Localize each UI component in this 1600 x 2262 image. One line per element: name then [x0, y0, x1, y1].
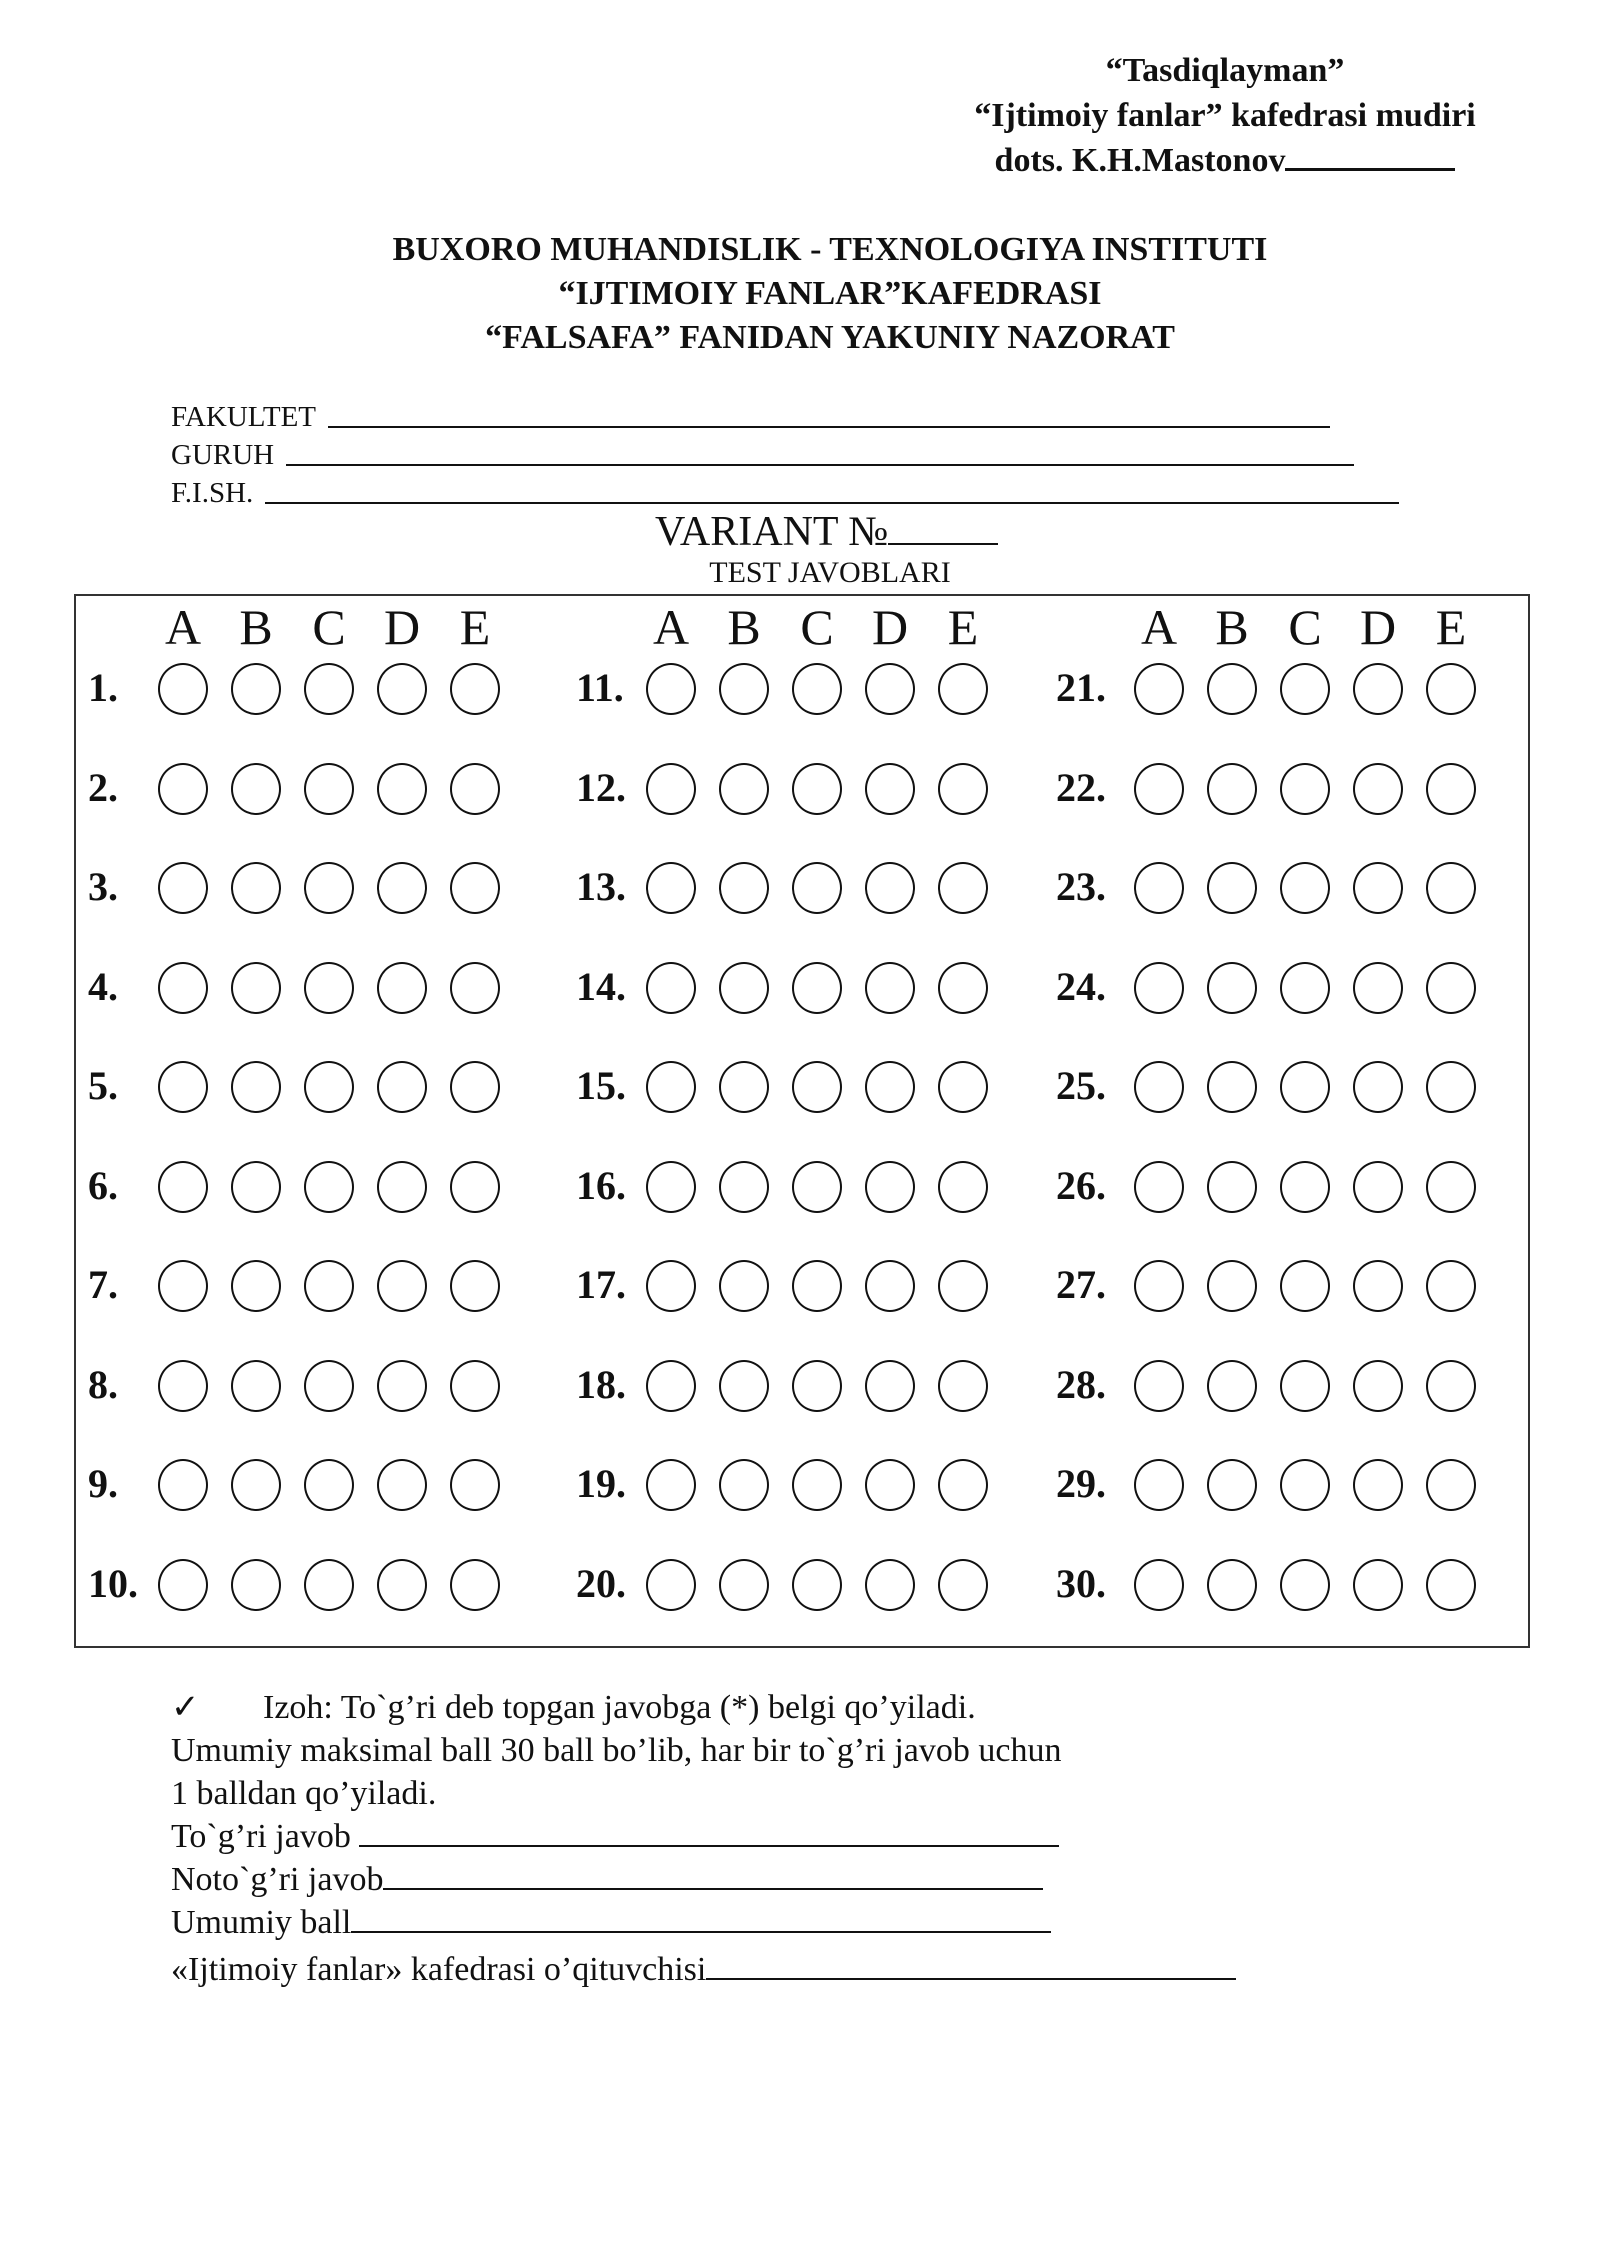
answer-bubble-d[interactable] [1353, 1559, 1403, 1611]
option-letter-c: C [312, 599, 346, 655]
question-number: 4. [88, 963, 118, 1009]
option-letter-b: B [727, 599, 761, 655]
answer-bubble-d[interactable] [1353, 1161, 1403, 1213]
answer-bubble-c[interactable] [1280, 1061, 1330, 1113]
question-number: 16. [576, 1162, 626, 1208]
answer-bubble-c[interactable] [1280, 1559, 1330, 1611]
question-number: 11. [576, 665, 624, 710]
document-header [0, 228, 1600, 360]
answer-bubble-e[interactable] [1426, 1559, 1476, 1611]
answer-bubble-e[interactable] [1426, 1459, 1476, 1511]
question-number: 26. [1056, 1162, 1106, 1208]
note-line: Izoh: To`g’ri deb topgan javobga (*) belgi qo’yiladi. [263, 1689, 976, 1726]
answer-bubble-a[interactable] [1134, 663, 1184, 715]
variant-field [655, 508, 998, 556]
teacher-label: «Ijtimoiy fanlar» kafedrasi o’qituvchisi [171, 1951, 707, 1988]
answer-bubble-c[interactable] [1280, 1360, 1330, 1412]
answer-bubble-c[interactable] [1280, 663, 1330, 715]
question-row [76, 1355, 1526, 1415]
answer-bubble-b[interactable] [1207, 663, 1257, 715]
answer-grid [74, 594, 1530, 1648]
exam-title: “FALSAFA” FANIDAN YAKUNIY NAZORAT [485, 319, 1175, 356]
question-number: 30. [1056, 1560, 1106, 1606]
question-number: 23. [1056, 864, 1106, 909]
answer-bubble-e[interactable] [1426, 763, 1476, 815]
answer-bubble-a[interactable] [1134, 1260, 1184, 1312]
question-number: 15. [576, 1063, 626, 1108]
question-number: 18. [576, 1361, 626, 1407]
option-letter-e: E [459, 599, 491, 655]
question-row [76, 658, 1526, 718]
answer-bubble-d[interactable] [1353, 862, 1403, 914]
question-row [76, 1156, 1526, 1216]
answer-bubble-e[interactable] [1426, 862, 1476, 914]
checkmark-icon: ✓ [171, 1689, 200, 1726]
question-number: 7. [88, 1262, 118, 1307]
total-score-input[interactable] [351, 1931, 1051, 1933]
department-title: “IJTIMOIY FANLAR”KAFEDRASI [558, 275, 1102, 312]
teacher-row [171, 1948, 1236, 1991]
question-number: 8. [88, 1361, 118, 1407]
answer-bubble-c[interactable] [1280, 1459, 1330, 1511]
question-number: 3. [88, 864, 118, 909]
answer-bubble-b[interactable] [1207, 962, 1257, 1014]
answer-bubble-c[interactable] [1280, 962, 1330, 1014]
option-letter-c: C [1288, 599, 1322, 655]
question-row [76, 857, 1526, 917]
approval-signatory [900, 138, 1550, 183]
answer-bubble-c[interactable] [1280, 862, 1330, 914]
answer-bubble-b[interactable] [1207, 1360, 1257, 1412]
answer-bubble-a[interactable] [1134, 1360, 1184, 1412]
answer-bubble-e[interactable] [1426, 1161, 1476, 1213]
question-number: 2. [88, 764, 118, 810]
question-row [76, 957, 1526, 1017]
option-letter-d: D [871, 599, 909, 655]
note-line: Umumiy maksimal ball 30 ball bo’lib, har bir to`g’ri javob uchun [171, 1732, 1062, 1769]
answer-bubble-a[interactable] [1134, 962, 1184, 1014]
question-number: 1. [88, 665, 118, 710]
faculty-label: FAKULTET [171, 401, 316, 433]
answer-bubble-e[interactable] [1426, 663, 1476, 715]
test-answers-text: TEST JAVOBLARI [709, 556, 951, 589]
answer-bubble-b[interactable] [1207, 1260, 1257, 1312]
option-letter-a: A [652, 599, 690, 655]
answer-bubble-a[interactable] [1134, 763, 1184, 815]
answer-bubble-b[interactable] [1207, 1161, 1257, 1213]
note-line: 1 balldan qo’yiladi. [171, 1775, 437, 1812]
fullname-label: F.I.SH. [171, 477, 254, 509]
answer-bubble-b[interactable] [1207, 1559, 1257, 1611]
question-number: 25. [1056, 1063, 1106, 1108]
group-label: GURUH [171, 439, 275, 471]
answer-bubble-e[interactable] [1426, 1061, 1476, 1113]
answer-bubble-a[interactable] [1134, 1161, 1184, 1213]
answer-bubble-b[interactable] [1207, 1061, 1257, 1113]
variant-input[interactable] [888, 543, 998, 545]
total-score-row [171, 1901, 1236, 1944]
answer-bubble-d[interactable] [1353, 962, 1403, 1014]
question-number: 19. [576, 1461, 626, 1506]
answer-bubble-c[interactable] [1280, 1260, 1330, 1312]
answer-bubble-c[interactable] [1280, 763, 1330, 815]
option-letter-c: C [800, 599, 834, 655]
question-number: 22. [1056, 764, 1106, 810]
option-letter-e: E [947, 599, 979, 655]
fullname-field [171, 472, 1399, 510]
answer-bubble-a[interactable] [1134, 1061, 1184, 1113]
question-number: 20. [576, 1560, 626, 1606]
total-score-label: Umumiy ball [171, 1904, 352, 1941]
question-row [76, 1056, 1526, 1116]
answer-bubble-c[interactable] [1280, 1161, 1330, 1213]
group-input[interactable] [286, 464, 1354, 466]
question-row [76, 1554, 1526, 1614]
variant-label: VARIANT № [655, 509, 889, 555]
answer-bubble-a[interactable] [1134, 1559, 1184, 1611]
approval-block [900, 48, 1550, 183]
answer-bubble-b[interactable] [1207, 862, 1257, 914]
group-field [171, 434, 1354, 472]
question-number: 29. [1056, 1461, 1106, 1506]
option-letter-e: E [1435, 599, 1467, 655]
answer-bubble-d[interactable] [1353, 1061, 1403, 1113]
correct-answers-input[interactable] [359, 1845, 1059, 1847]
fullname-input[interactable] [265, 502, 1399, 504]
answer-bubble-b[interactable] [1207, 1459, 1257, 1511]
question-number: 13. [576, 864, 626, 909]
answer-bubble-e[interactable] [1426, 1260, 1476, 1312]
option-letter-d: D [1359, 599, 1397, 655]
wrong-answers-label: Noto`g’ri javob [171, 1861, 384, 1898]
question-number: 27. [1056, 1262, 1106, 1307]
answer-bubble-b[interactable] [1207, 763, 1257, 815]
question-number: 14. [576, 963, 626, 1009]
answer-bubble-a[interactable] [1134, 1459, 1184, 1511]
answer-bubble-d[interactable] [1353, 763, 1403, 815]
question-number: 5. [88, 1063, 118, 1108]
question-number: 28. [1056, 1361, 1106, 1407]
approval-signature-line[interactable] [1285, 140, 1455, 171]
question-number: 17. [576, 1262, 626, 1307]
question-number: 9. [88, 1461, 118, 1506]
correct-answers-label: To`g’ri javob [171, 1818, 351, 1855]
question-number: 6. [88, 1162, 118, 1208]
option-letter-d: D [383, 599, 421, 655]
question-number: 12. [576, 764, 626, 810]
question-row [76, 1255, 1526, 1315]
option-letter-a: A [1140, 599, 1178, 655]
question-row [76, 1454, 1526, 1514]
institute-title: BUXORO MUHANDISLIK - TEXNOLOGIYA INSTITUTI [392, 231, 1268, 268]
option-letter-a: A [164, 599, 202, 655]
correct-answers-row [171, 1815, 1236, 1858]
option-letter-b: B [1215, 599, 1249, 655]
answer-bubble-d[interactable] [1353, 663, 1403, 715]
answer-bubble-d[interactable] [1353, 1360, 1403, 1412]
answer-bubble-d[interactable] [1353, 1260, 1403, 1312]
approval-title: “Tasdiqlayman” [1105, 52, 1345, 89]
question-number: 24. [1056, 963, 1106, 1009]
option-letter-b: B [239, 599, 273, 655]
wrong-answers-row [171, 1858, 1236, 1901]
answer-bubble-e[interactable] [1426, 962, 1476, 1014]
approval-name: dots. K.H.Mastonov [994, 142, 1286, 179]
question-number: 21. [1056, 665, 1106, 710]
test-answers-title [0, 556, 1600, 590]
wrong-answers-input[interactable] [383, 1888, 1043, 1890]
answer-bubble-a[interactable] [1134, 862, 1184, 914]
question-number: 10. [88, 1560, 138, 1606]
faculty-field [171, 396, 1330, 434]
question-row [76, 758, 1526, 818]
teacher-signature-input[interactable] [706, 1978, 1236, 1980]
approval-position: “Ijtimoiy fanlar” kafedrasi mudiri [974, 97, 1476, 134]
answer-bubble-e[interactable] [1426, 1360, 1476, 1412]
faculty-input[interactable] [328, 426, 1330, 428]
answer-bubble-d[interactable] [1353, 1459, 1403, 1511]
notes-block [171, 1686, 1236, 1991]
